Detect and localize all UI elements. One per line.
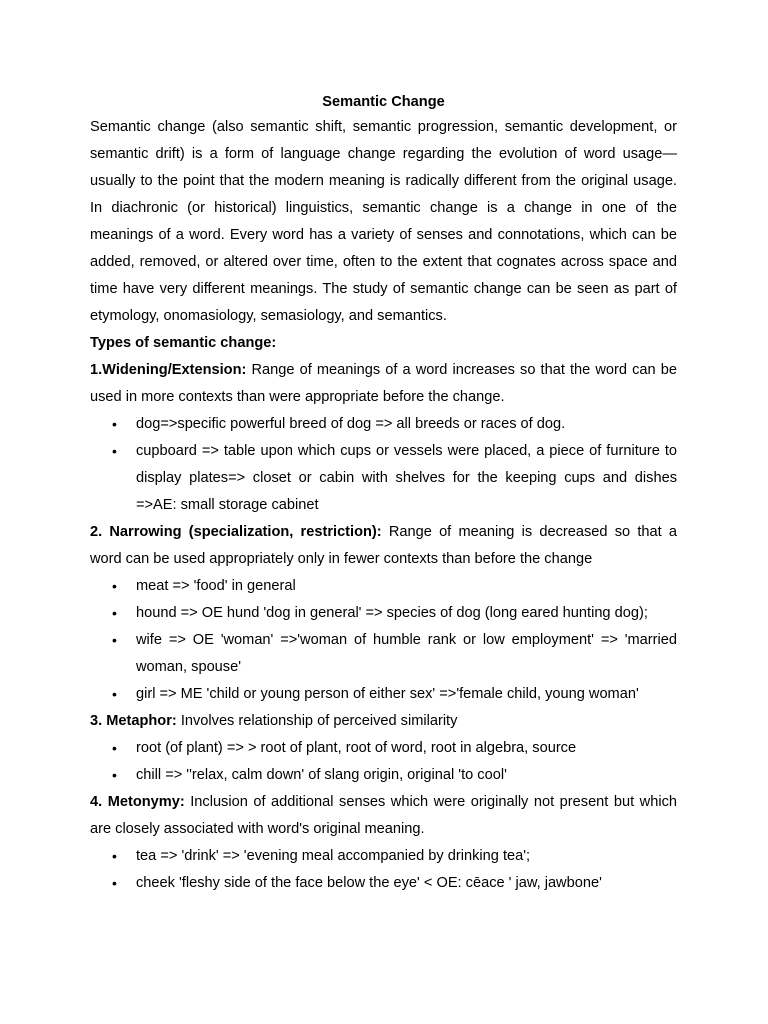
section-text: Range of meaning is decreased so that a word can be used appropriately only in fewer contexts than before the change: [90, 524, 678, 567]
section-paragraph: [90, 708, 677, 735]
list-item-text: chill => ''relax, calm down' of slang origin, original 'to cool': [136, 767, 507, 783]
section-label: 3. Metaphor:: [90, 713, 177, 729]
section-text: Involves relationship of perceived similarity: [176, 713, 458, 729]
bullet-icon: •: [112, 848, 117, 864]
bullet-icon: •: [112, 875, 117, 891]
document-page: [90, 90, 677, 897]
section-paragraph: [90, 789, 677, 843]
bullet-list: [90, 411, 677, 519]
list-item-text: wife => OE 'woman' =>'woman of humble rank or low employment' => 'married woman, spouse': [136, 632, 677, 675]
list-item: [90, 627, 677, 681]
list-item-text: tea => 'drink' => 'evening meal accompanied by drinking tea';: [136, 848, 531, 864]
list-item: [90, 681, 677, 708]
section-narrowing: [90, 519, 677, 708]
list-item-text: cupboard => table upon which cups or vessels were placed, a piece of furniture to display plates=> closet or cabin with shelves for the keeping cups and dishes =>AE: small storage cabinet: [136, 443, 677, 513]
section-text: Inclusion of additional senses which were originally not present but which are closely associated with word's original meaning.: [90, 794, 677, 837]
section-label: 1.Widening/Extension:: [90, 362, 247, 378]
bullet-list: [90, 573, 677, 708]
list-item-text: dog=>specific powerful breed of dog => all breeds or races of dog.: [136, 416, 566, 432]
bullet-icon: •: [112, 605, 117, 621]
bullet-icon: •: [112, 578, 117, 594]
section-label: 4. Metonymy:: [90, 794, 185, 810]
list-item-text: meat => 'food' in general: [136, 578, 296, 594]
document-title: Semantic Change: [322, 94, 445, 110]
bullet-icon: •: [112, 632, 117, 648]
list-item: [90, 573, 677, 600]
list-item-text: hound => OE hund 'dog in general' => species of dog (long eared hunting dog);: [136, 605, 648, 621]
bullet-icon: •: [112, 740, 117, 756]
list-item: [90, 870, 677, 897]
section-widening: [90, 357, 677, 519]
section-paragraph: [90, 519, 677, 573]
bullet-list: [90, 843, 677, 897]
bullet-icon: •: [112, 686, 117, 702]
list-item: [90, 438, 677, 519]
intro-paragraph: Semantic change (also semantic shift, semantic progression, semantic development, or semantic drift) is a form of language change regarding the evolution of word usage—usually to the point that the modern meaning is radically different from the original usage. In diachronic (or historical) linguistics, semantic change is a change in one of the meanings of a word. Every word has a variety of senses and connotations, which can be added, removed, or altered over time, often to the extent that cognates across space and time have very different meanings. The study of semantic change can be seen as part of etymology, onomasiology, semasiology, and semantics.: [90, 119, 677, 324]
list-item: [90, 843, 677, 870]
types-heading: Types of semantic change:: [90, 335, 277, 351]
list-item-text: girl => ME 'child or young person of either sex' =>'female child, young woman': [136, 686, 639, 702]
list-item-text: root (of plant) => > root of plant, root of word, root in algebra, source: [136, 740, 577, 756]
list-item: [90, 735, 677, 762]
bullet-list: [90, 735, 677, 789]
section-text: Range of meanings of a word increases so that the word can be used in more contexts than were appropriate before the change.: [90, 362, 677, 405]
bullet-icon: •: [112, 416, 117, 432]
section-metaphor: [90, 708, 677, 789]
list-item: [90, 600, 677, 627]
list-item: [90, 411, 677, 438]
section-label: 2. Narrowing (specialization, restriction):: [90, 524, 382, 540]
list-item-text: cheek 'fleshy side of the face below the eye' < OE: cēace ' jaw, jawbone': [136, 875, 602, 891]
section-paragraph: [90, 357, 677, 411]
bullet-icon: •: [112, 767, 117, 783]
bullet-icon: •: [112, 443, 117, 459]
section-metonymy: [90, 789, 677, 897]
list-item: [90, 762, 677, 789]
